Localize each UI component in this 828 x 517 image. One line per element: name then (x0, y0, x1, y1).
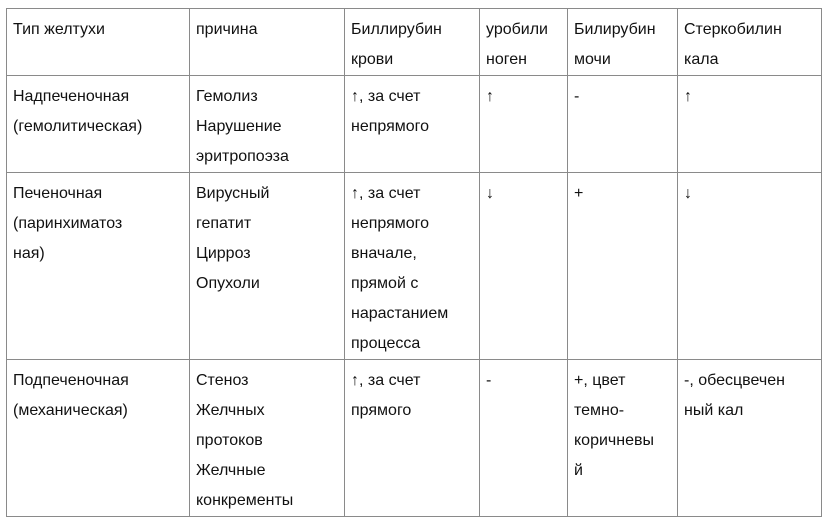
jaundice-types-table (6, 8, 822, 517)
header-cell-cause: причина (190, 9, 345, 76)
header-cell-blood-bilirubin: Биллирубин крови (345, 9, 480, 76)
table-cell: - (568, 76, 678, 173)
table-cell: ↓ (480, 173, 568, 360)
table-row (7, 76, 822, 173)
table-cell: ↑, за счет прямого (345, 360, 480, 517)
table-cell: ↑ (480, 76, 568, 173)
table-cell: ↑ (678, 76, 822, 173)
table-cell: ↑, за счет непрямого (345, 76, 480, 173)
table-cell: Вирусный гепатит Цирроз Опухоли (190, 173, 345, 360)
table-header-row (7, 9, 822, 76)
table-cell: Печеночная (паринхиматоз ная) (7, 173, 190, 360)
table-cell: Гемолиз Нарушение эритропоэза (190, 76, 345, 173)
table-cell: Стеноз Желчных протоков Желчные конкременты (190, 360, 345, 517)
header-cell-urine-bilirubin: Билирубин мочи (568, 9, 678, 76)
table-cell: -, обесцвечен ный кал (678, 360, 822, 517)
header-cell-stool-stercobilin: Стеркобилин кала (678, 9, 822, 76)
table-row (7, 360, 822, 517)
table-cell: ↑, за счет непрямого вначале, прямой с нарастанием процесса (345, 173, 480, 360)
header-cell-jaundice-type: Тип желтухи (7, 9, 190, 76)
table-cell: + (568, 173, 678, 360)
table-cell: - (480, 360, 568, 517)
header-cell-urobilinogen: уробили ноген (480, 9, 568, 76)
table-cell: ↓ (678, 173, 822, 360)
table-cell: Подпеченочная (механическая) (7, 360, 190, 517)
table-row (7, 173, 822, 360)
table-cell: Надпеченочная (гемолитическая) (7, 76, 190, 173)
table-cell: +, цвет темно- коричневы й (568, 360, 678, 517)
